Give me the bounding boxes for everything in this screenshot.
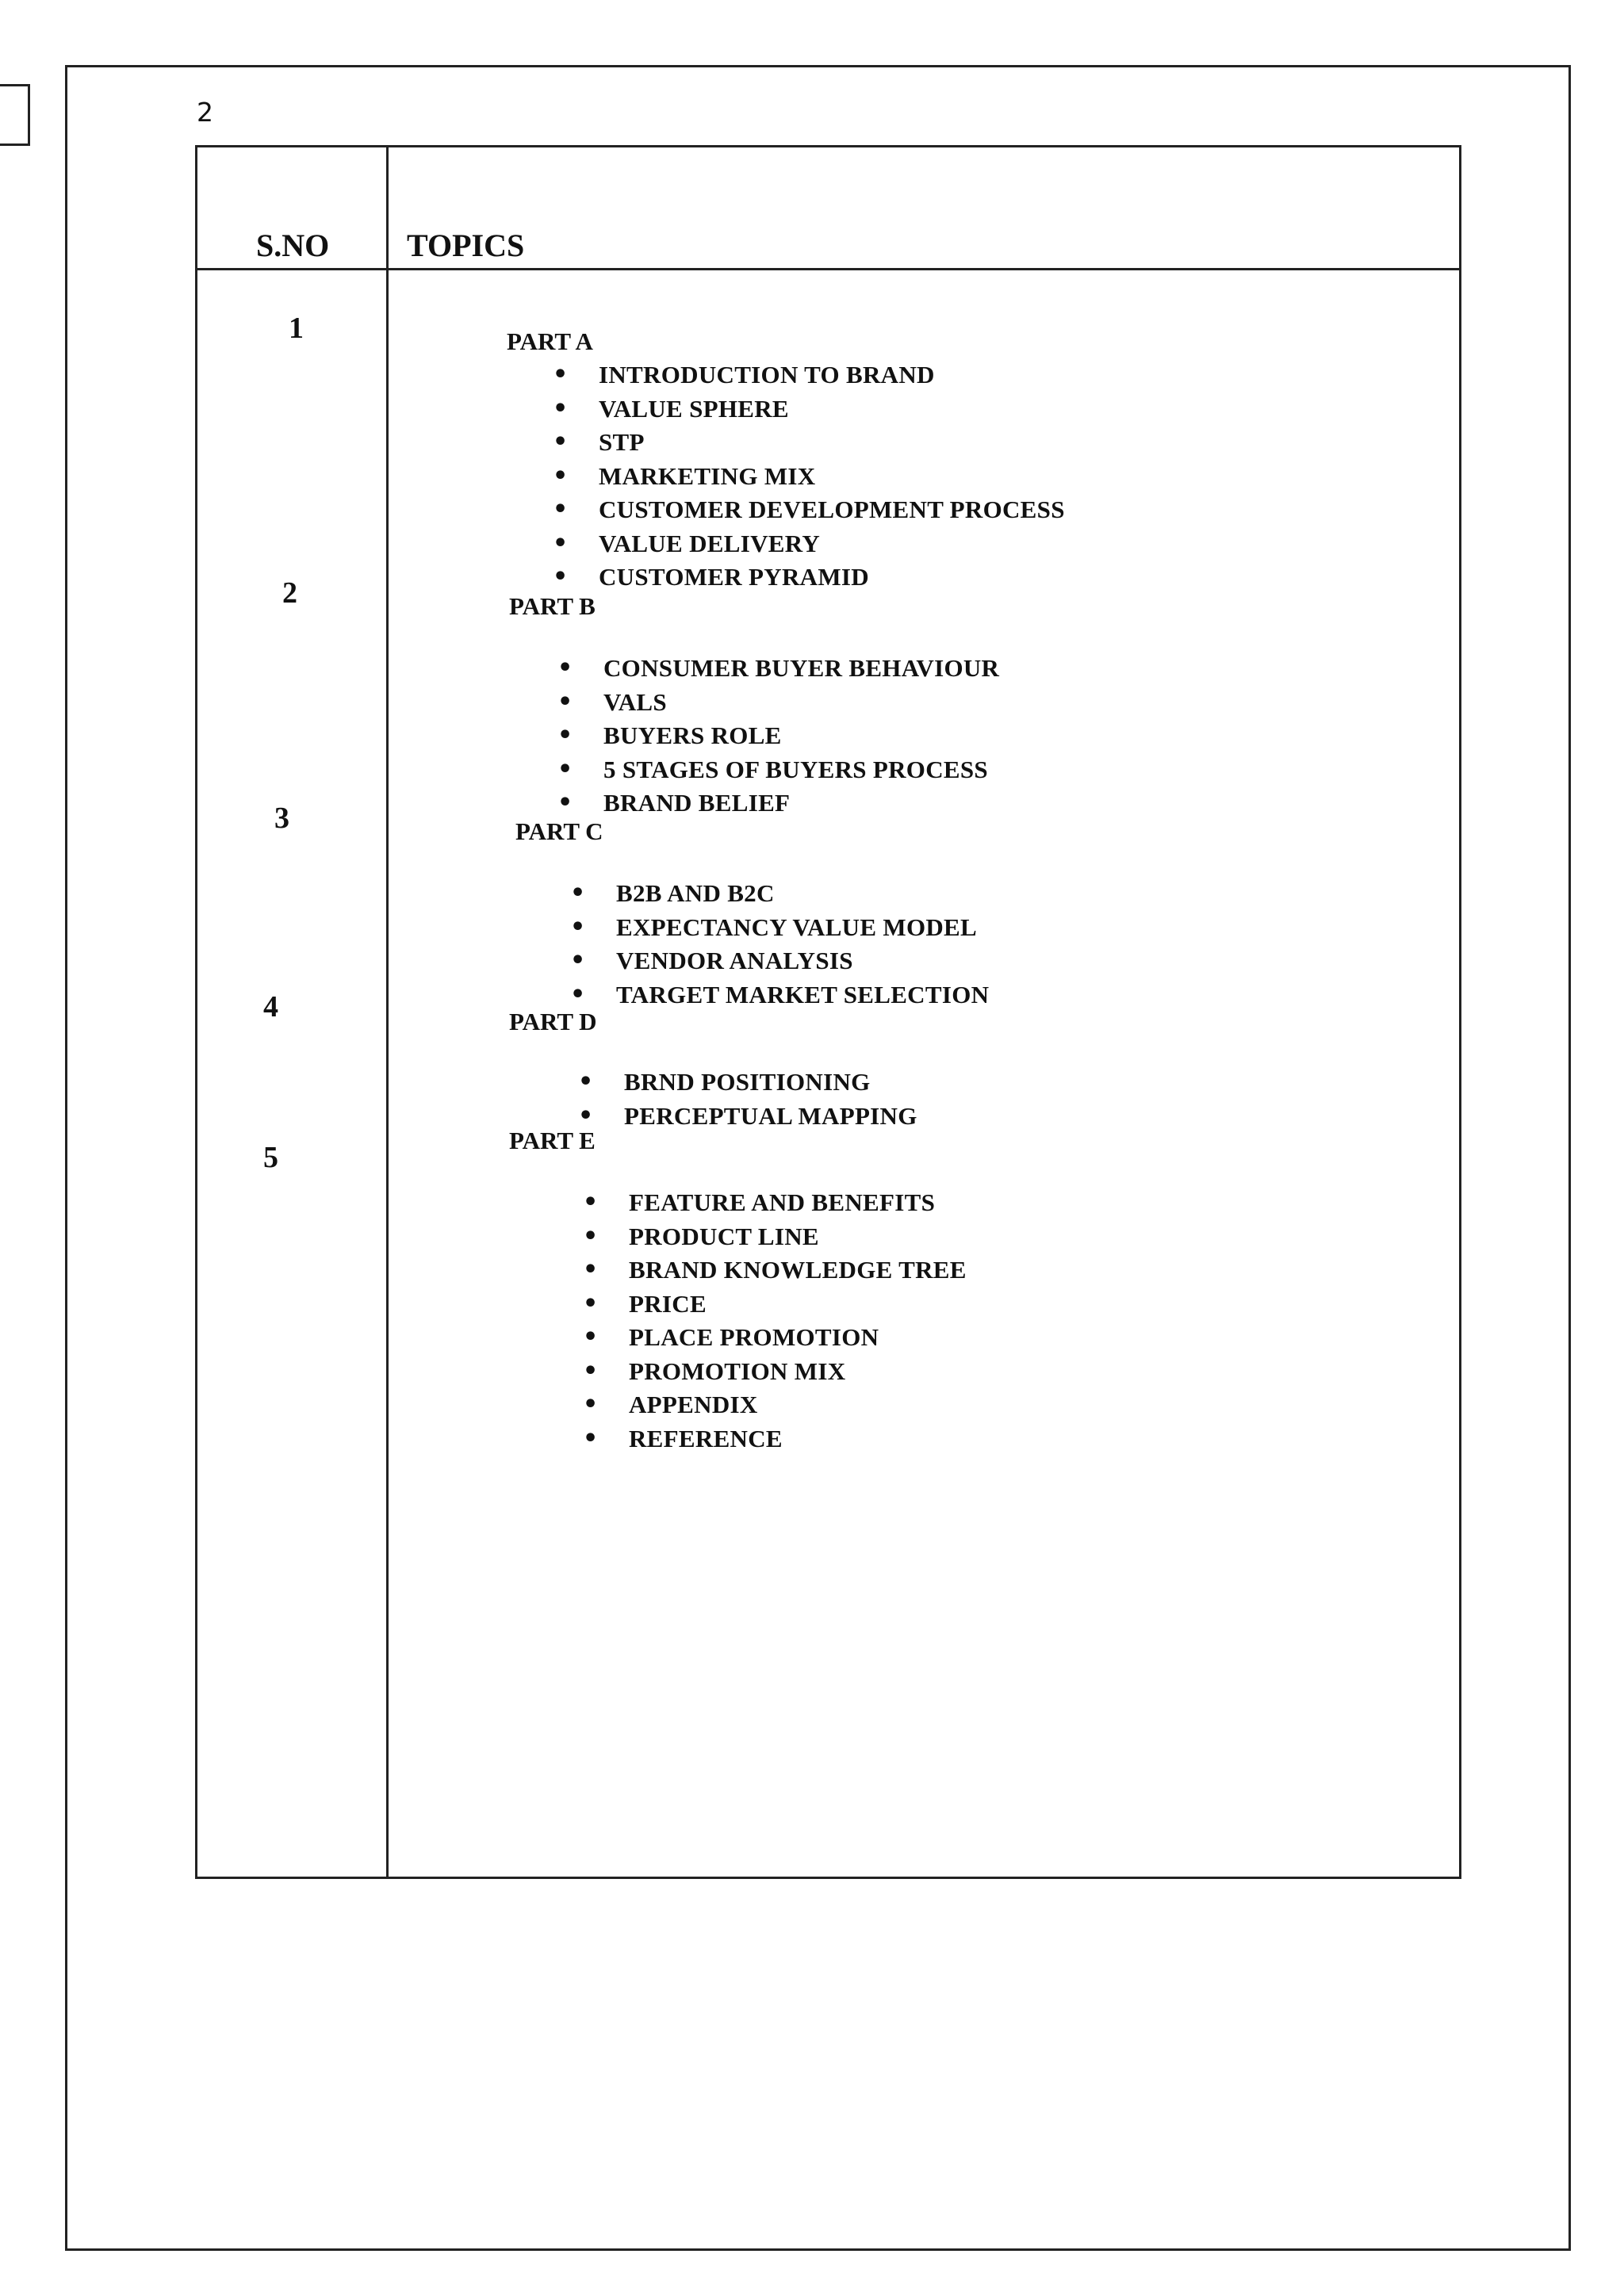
list-item: • CUSTOMER DEVELOPMENT PROCESS xyxy=(553,493,1065,527)
list-item: • CONSUMER BUYER BEHAVIOUR xyxy=(557,652,999,686)
part-d-label: PART D xyxy=(509,1008,597,1035)
list-item: • CUSTOMER PYRAMID xyxy=(553,561,1065,595)
row-5-sno: 5 xyxy=(263,1141,278,1174)
list-item: • BRAND BELIEF xyxy=(557,786,999,821)
list-item: • MARKETING MIX xyxy=(553,460,1065,494)
part-c-label: PART C xyxy=(515,817,603,845)
part-b-topics xyxy=(557,652,999,821)
bullet-icon: • xyxy=(557,721,573,749)
list-item: • VALUE DELIVERY xyxy=(553,527,1065,561)
bullet-icon: • xyxy=(570,980,586,1008)
list-item: • FEATURE AND BENEFITS xyxy=(583,1186,967,1220)
bullet-icon: • xyxy=(583,1188,599,1216)
row-3-sno: 3 xyxy=(274,802,289,835)
bullet-icon: • xyxy=(553,361,569,388)
part-a-topics xyxy=(553,358,1065,595)
part-e-topics xyxy=(583,1186,967,1456)
list-item: • PROMOTION MIX xyxy=(583,1355,967,1389)
list-item: • VENDOR ANALYSIS xyxy=(570,944,989,978)
bullet-icon: • xyxy=(583,1323,599,1351)
bullet-icon: • xyxy=(583,1424,599,1452)
topics-header: TOPICS xyxy=(407,228,525,263)
list-item: • REFERENCE xyxy=(583,1422,967,1456)
list-item: • 5 STAGES OF BUYERS PROCESS xyxy=(557,753,999,787)
bullet-icon: • xyxy=(553,461,569,490)
part-a-label: PART A xyxy=(507,327,593,355)
row-1-sno: 1 xyxy=(289,312,304,345)
bullet-icon: • xyxy=(583,1222,599,1250)
part-b-label: PART B xyxy=(509,592,596,620)
list-item: • EXPECTANCY VALUE MODEL xyxy=(570,911,989,945)
row-4-sno: 4 xyxy=(263,990,278,1024)
bullet-icon: • xyxy=(578,1101,594,1130)
list-item: • BRAND KNOWLEDGE TREE xyxy=(583,1253,967,1288)
list-item: • VALS xyxy=(557,686,999,720)
page-number: 2 xyxy=(197,97,213,128)
bullet-icon: • xyxy=(583,1289,599,1318)
list-item: • PERCEPTUAL MAPPING xyxy=(578,1100,917,1134)
part-e-label: PART E xyxy=(509,1127,596,1154)
bullet-icon: • xyxy=(570,947,586,974)
bullet-icon: • xyxy=(570,913,586,941)
list-item: • VALUE SPHERE xyxy=(553,392,1065,427)
list-item: • APPENDIX xyxy=(583,1388,967,1422)
bullet-icon: • xyxy=(583,1256,599,1284)
list-item: • BUYERS ROLE xyxy=(557,719,999,753)
row-2-sno: 2 xyxy=(282,576,297,610)
bullet-icon: • xyxy=(578,1068,594,1096)
sno-header: S.NO xyxy=(256,228,330,263)
bullet-icon: • xyxy=(553,428,569,456)
bullet-icon: • xyxy=(570,879,586,907)
bullet-icon: • xyxy=(553,496,569,523)
list-item: • INTRODUCTION TO BRAND xyxy=(553,358,1065,392)
bullet-icon: • xyxy=(557,654,573,682)
bullet-icon: • xyxy=(553,394,569,423)
list-item: • STP xyxy=(553,426,1065,460)
column-divider xyxy=(386,147,389,1877)
list-item: • BRND POSITIONING xyxy=(578,1066,917,1100)
part-d-topics xyxy=(578,1066,917,1133)
list-item: • PRODUCT LINE xyxy=(583,1220,967,1254)
header-rule xyxy=(197,268,1459,270)
bullet-icon: • xyxy=(553,563,569,591)
list-item: • PRICE xyxy=(583,1288,967,1322)
part-c-topics xyxy=(570,877,989,1012)
list-item: • B2B AND B2C xyxy=(570,877,989,911)
margin-box xyxy=(0,84,30,146)
contents-table xyxy=(195,145,1461,1879)
bullet-icon: • xyxy=(557,755,573,783)
bullet-icon: • xyxy=(583,1391,599,1418)
list-item: • PLACE PROMOTION xyxy=(583,1321,967,1355)
bullet-icon: • xyxy=(553,529,569,557)
bullet-icon: • xyxy=(557,687,573,716)
bullet-icon: • xyxy=(583,1357,599,1385)
list-item: • TARGET MARKET SELECTION xyxy=(570,978,989,1012)
bullet-icon: • xyxy=(557,789,573,817)
